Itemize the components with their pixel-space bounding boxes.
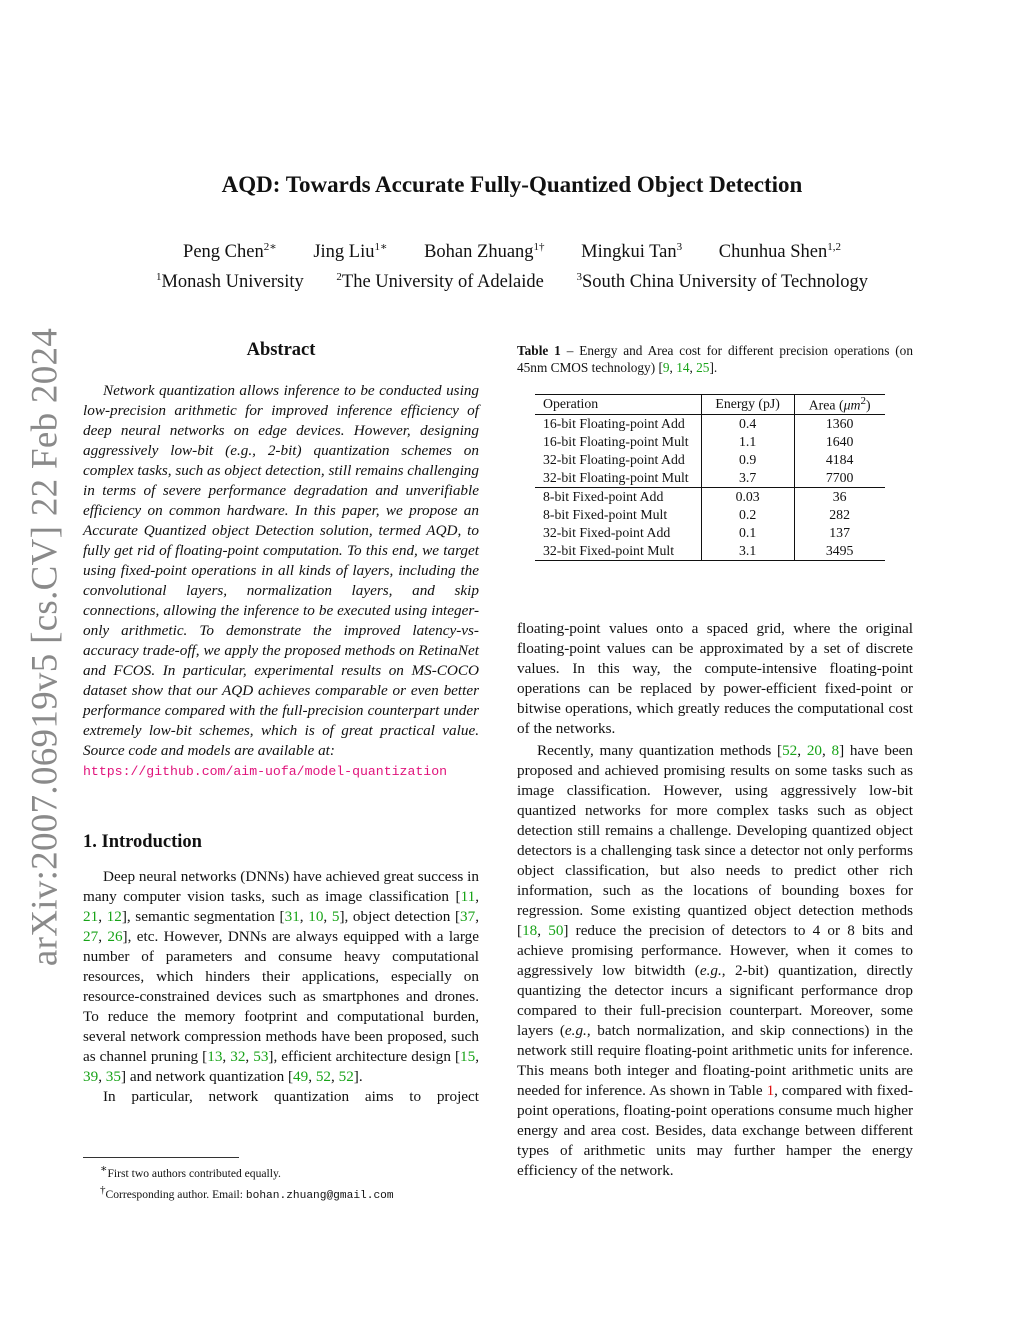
citation-link[interactable]: 15: [460, 1048, 476, 1065]
table-row: [535, 487, 885, 506]
table-row: [535, 524, 885, 542]
table-cell: 7700: [825, 469, 854, 485]
table-row: [535, 451, 885, 469]
citation-link[interactable]: 52: [338, 1068, 354, 1085]
table-1-caption: Table 1 – Energy and Area cost for different precision operations (on 45nm CMOS technology) [9, 14, 25].: [517, 343, 913, 375]
intro-paragraph-1: Deep neural networks (DNNs) have achieved great success in many computer vision tasks, such as image classification [11, 21, 12], semantic segmentation [31, 10, 5], object detection [37, 27, 26], etc. However, DNNs are always equipped with a large number of parameters and consume heavy computational resources, which hinders their applications, especially on resource-constrained devices such as smartphones and drones. To reduce the memory footprint and computational burden, several network compression methods have been proposed, such as channel pruning [13, 32, 53], efficient architecture design [15, 39, 35] and network quantization [49, 52, 52].: [83, 868, 480, 1085]
citation-link[interactable]: 39: [83, 1068, 99, 1085]
intro-paragraph-2-start: In particular, network quantization aims to project: [103, 1088, 479, 1105]
citation-link[interactable]: 26: [107, 928, 123, 945]
citation-link[interactable]: 5: [331, 908, 340, 925]
table-cell: 137: [829, 524, 850, 540]
source-code-link[interactable]: https://github.com/aim-uofa/model-quantization: [83, 764, 448, 779]
paper-title: AQD: Towards Accurate Fully-Quantized Object Detection: [221, 172, 803, 197]
table-cell: 1640: [825, 433, 854, 449]
table-cell: 0.1: [701, 524, 794, 542]
left-column: [83, 340, 479, 1107]
table-cell: 0.9: [701, 451, 794, 469]
table-row: [535, 542, 885, 561]
footnote-corresponding-author: †Corresponding author. Email: bohan.zhuang@gmail.com: [100, 1183, 394, 1202]
header-area: Area $(\mu m^2)$: [808, 395, 871, 413]
citation-link[interactable]: 11: [460, 888, 476, 905]
citation-link[interactable]: 18: [522, 921, 538, 939]
table-cell: 32-bit Fixed-point Add: [535, 524, 701, 542]
table-cell: 0.4: [701, 414, 794, 433]
citation-link[interactable]: 52: [782, 741, 798, 759]
table-cell: 32-bit Floating-point Mult: [535, 469, 701, 488]
abstract-heading: Abstract: [246, 340, 316, 360]
citation-link[interactable]: 49: [293, 1068, 309, 1085]
author-email: bohan.zhuang@gmail.com: [245, 1189, 394, 1202]
table-row: [535, 433, 885, 451]
citation-link[interactable]: 27: [83, 928, 99, 945]
citation-link[interactable]: 32: [230, 1048, 246, 1065]
abstract-body: Network quantization allows inference to be conducted using low-precision arithmetic for improved inference efficiency of deep neural networks on edge devices. However, designing aggressively low-bit (e.g., 2-bit) quantization schemes on complex tasks, such as object detection, still remains challenging in terms of severe performance degradation and unverifiable efficiency on common hardware. In this paper, we propose an Accurate Quantized object Detection solution, termed AQD, to fully get rid of floating-point computation. To this end, we target using fixed-point operations in all kinds of layers, including the convolutional layers, normalization layers, and skip connections, allowing the inference to be executed using integer-only arithmetic. To demonstrate the improved latency-vs-accuracy trade-off, we apply the proposed methods on RetinaNet and FCOS. In particular, experimental results on MS-COCO dataset show that our AQD achieves comparable or even better performance compared with the full-precision counterpart under extremely low-bit schemes, which is of great practical value. Source code and models are available at: https://github.com/aim-uofa/model-quantization: [83, 382, 479, 779]
affiliation: $^2$The University of Adelaide: [336, 271, 544, 293]
citation-link[interactable]: 13: [207, 1048, 223, 1065]
citation-link[interactable]: 50: [548, 921, 564, 939]
table-cell: 0.2: [701, 506, 794, 524]
table-row: [535, 414, 885, 433]
table-cell: 32-bit Fixed-point Mult: [535, 542, 701, 561]
table-cell: 3.1: [701, 542, 794, 561]
citation-link[interactable]: 8: [831, 741, 840, 759]
author: Peng Chen$^{2∗}$: [183, 241, 277, 263]
citation-link[interactable]: 20: [806, 741, 822, 759]
section-heading-introduction: 1. Introduction: [83, 832, 202, 852]
author: Mingkui Tan$^3$: [581, 241, 683, 263]
citation-link[interactable]: 9: [662, 360, 670, 375]
table-cell: 32-bit Floating-point Add: [535, 451, 701, 469]
table-cell: 16-bit Floating-point Add: [535, 414, 701, 433]
author: Chunhua Shen$^{1,2}$: [718, 241, 841, 263]
table-cell: 0.03: [701, 487, 794, 506]
table-row: [535, 506, 885, 524]
citation-link[interactable]: 37: [460, 908, 476, 925]
author: Jing Liu$^{1∗}$: [313, 241, 388, 263]
citation-link[interactable]: 12: [106, 908, 122, 925]
arxiv-sidebar: [22, 327, 68, 967]
table-cell: 3495: [825, 542, 854, 558]
table-cell: 16-bit Floating-point Mult: [535, 433, 701, 451]
table-cell: 8-bit Fixed-point Mult: [535, 506, 701, 524]
table-cell: 4184: [825, 451, 854, 467]
table-cell: 1.1: [701, 433, 794, 451]
citation-link[interactable]: 21: [83, 908, 99, 925]
citation-link[interactable]: 10: [308, 908, 324, 925]
citation-link[interactable]: 14: [676, 360, 690, 375]
table-cell: 3.7: [701, 469, 794, 488]
table-header-row: [535, 395, 885, 415]
footnote-rule: [83, 1157, 239, 1158]
author-list: [0, 240, 1024, 263]
intro-paragraph-3: Recently, many quantization methods [52, 20, 8] have been proposed and achieved promising results on some tasks such as image classification. However, using aggressively low-bit quantized networks for more complex tasks such as object detection still remains a challenge. Developing quantized object detectors is a challenging task since a detector not only performs object classification, but also needs to predict other rich information, such as the locations of bounding boxes for regression. Some existing quantized object detection methods [18, 50] reduce the precision of detectors to 4 or 8 bits and achieve promising performance. However, when it comes to aggressively low bitwidth (e.g., 2-bit) quantization, directly quantizing the detector incurs a significant performance drop compared to their full-precision counterpart. Moreover, some layers (e.g., batch normalization, and skip connections) in the network still require floating-point arithmetic units for inference. This means both integer and floating-point arithmetic units are needed for inference. As shown in Table 1, compared with fixed-point operations, floating-point operations consume much higher energy and area cost. Besides, data exchange between different types of arithmetic units may further hamper the energy efficiency of the network.: [517, 741, 914, 1179]
citation-link[interactable]: 52: [315, 1068, 332, 1085]
footnotes: [83, 1161, 479, 1204]
header-energy: Energy (pJ): [701, 395, 794, 415]
table-row: [535, 469, 885, 488]
footnote-equal-contribution: ∗First two authors contributed equally.: [100, 1163, 281, 1180]
arxiv-identifier: arXiv:2007.06919v5 [cs.CV] 22 Feb 2024: [24, 327, 66, 967]
citation-link[interactable]: 35: [105, 1068, 121, 1085]
table-cell: 1360: [825, 415, 854, 431]
table-cell: 8-bit Fixed-point Add: [535, 487, 701, 506]
citation-link[interactable]: 31: [284, 908, 300, 925]
intro-paragraph-2-continued: floating-point values onto a spaced grid, where the original floating-point values can be approximated by a set of discrete values. In this way, the compute-intensive floating-point operations can be replaced by power-efficient fixed-point or bitwise operations, which greatly reduces the computational cost of the networks.: [517, 619, 913, 737]
affiliation-list: [0, 271, 1024, 293]
table-cell: 36: [832, 488, 847, 504]
table-reference-link[interactable]: 1: [766, 1081, 775, 1099]
affiliation: $^3$South China University of Technology: [576, 271, 869, 293]
citation-link[interactable]: 53: [253, 1048, 269, 1065]
author: Bohan Zhuang$^{1\dagger}$: [424, 241, 545, 263]
right-column: [517, 340, 913, 1181]
table-cell: 282: [829, 506, 850, 522]
header-operation: Operation: [535, 395, 701, 415]
affiliation: $^1$Monash University: [155, 271, 304, 293]
citation-link[interactable]: 25: [696, 360, 710, 375]
energy-area-table: [535, 394, 885, 561]
